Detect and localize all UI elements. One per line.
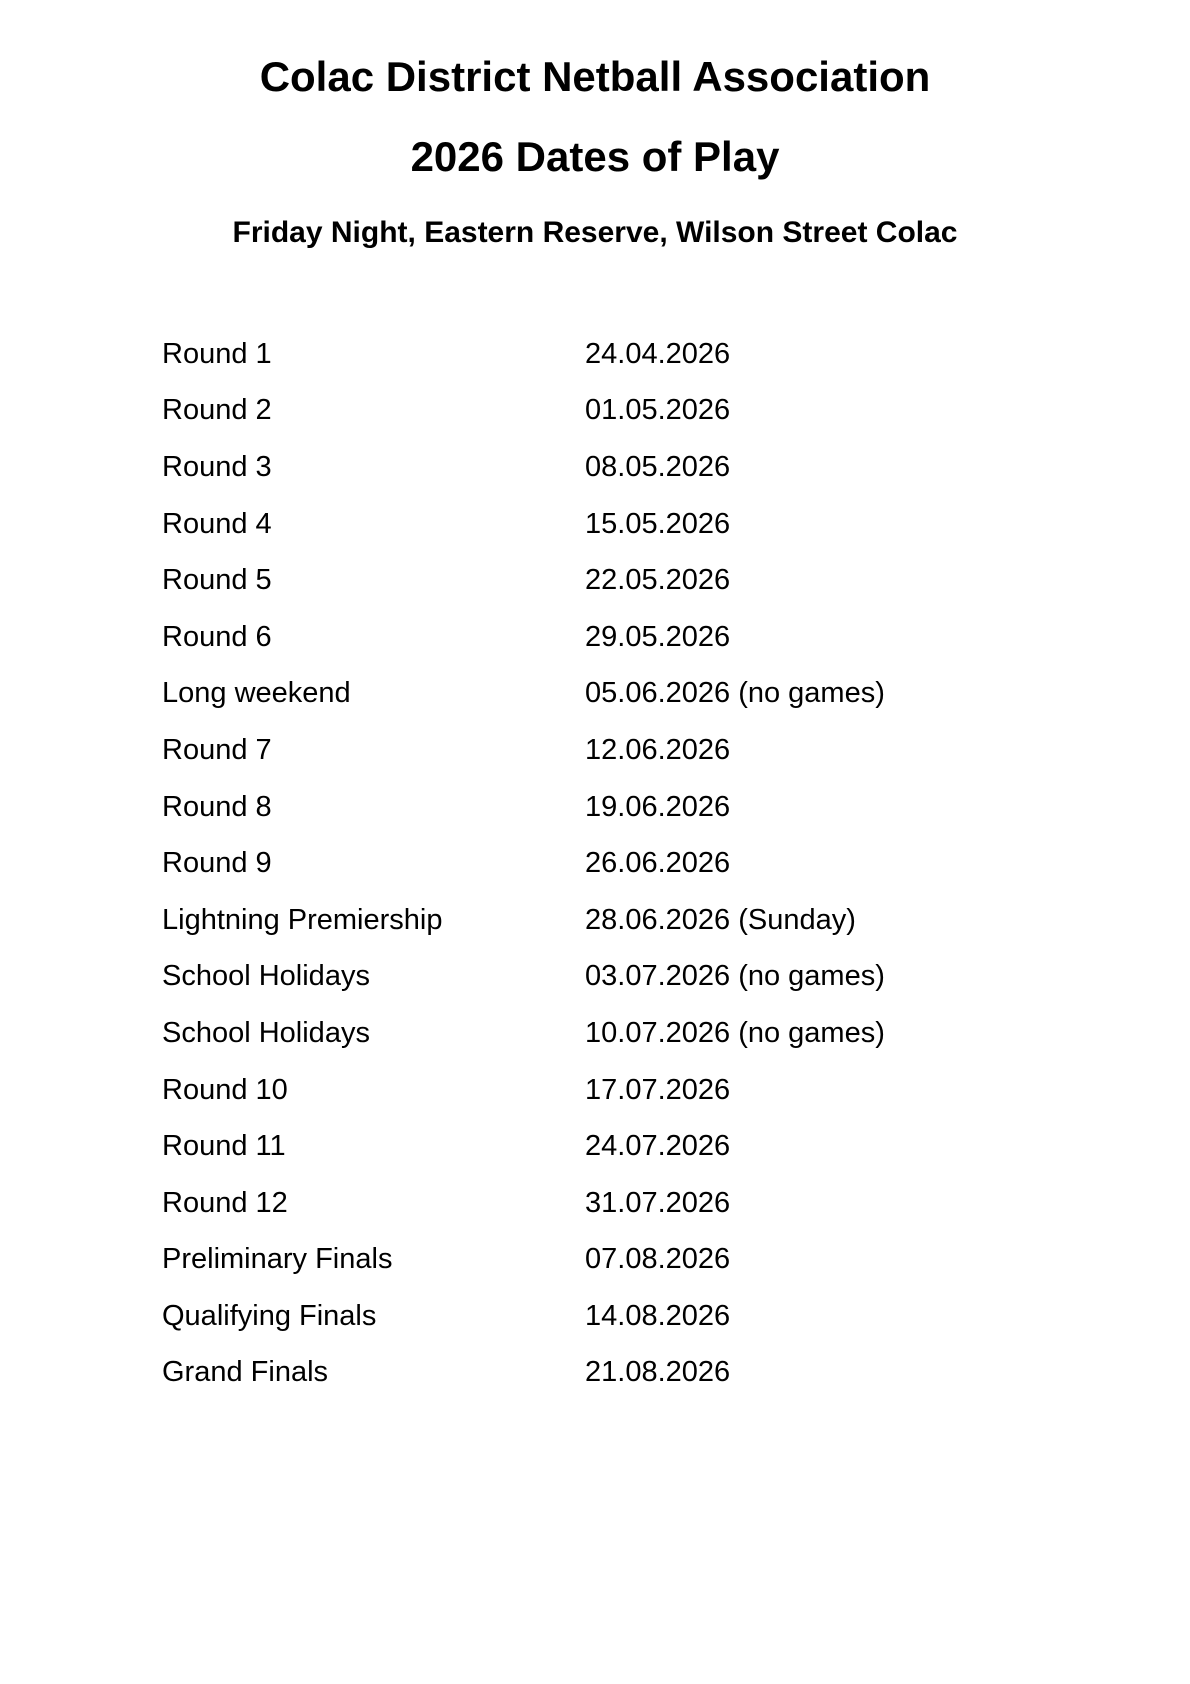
schedule-row — [162, 1005, 1190, 1062]
schedule-row — [162, 835, 1190, 892]
schedule-row — [162, 496, 1190, 553]
event-label: Round 12 — [162, 1186, 288, 1219]
event-date: 21.08.2026 — [585, 1356, 731, 1389]
schedule-list — [0, 326, 1190, 1401]
event-date: 31.07.2026 — [585, 1186, 731, 1219]
event-date: 28.06.2026 (Sunday) — [585, 903, 856, 936]
schedule-row — [162, 666, 1190, 723]
event-date: 01.05.2026 — [585, 394, 731, 427]
event-label: Round 4 — [162, 507, 272, 540]
event-label: Qualifying Finals — [162, 1299, 377, 1332]
event-date: 15.05.2026 — [585, 507, 731, 540]
event-date: 08.05.2026 — [585, 450, 731, 483]
event-label: Round 1 — [162, 337, 272, 370]
schedule-row — [162, 609, 1190, 666]
event-date: 24.04.2026 — [585, 337, 731, 370]
schedule-row — [162, 779, 1190, 836]
event-label: Lightning Premiership — [162, 903, 443, 936]
event-label: Round 5 — [162, 564, 272, 597]
event-label: School Holidays — [162, 960, 370, 993]
event-label: Round 11 — [162, 1130, 286, 1163]
event-label: Round 6 — [162, 620, 272, 653]
document-title-year: 2026 Dates of Play — [410, 133, 780, 180]
event-label: Preliminary Finals — [162, 1243, 393, 1276]
event-date: 05.06.2026 (no games) — [585, 677, 885, 710]
event-date: 26.06.2026 — [585, 847, 731, 880]
event-date: 07.08.2026 — [585, 1243, 731, 1276]
event-label: Round 3 — [162, 450, 272, 483]
schedule-row — [162, 1118, 1190, 1175]
schedule-row — [162, 552, 1190, 609]
event-label: Round 7 — [162, 733, 272, 766]
event-date: 29.05.2026 — [585, 620, 731, 653]
schedule-row — [162, 722, 1190, 779]
schedule-row — [162, 383, 1190, 440]
schedule-row — [162, 326, 1190, 383]
event-date: 22.05.2026 — [585, 564, 731, 597]
event-date: 03.07.2026 (no games) — [585, 960, 885, 993]
event-label: Long weekend — [162, 677, 351, 710]
schedule-row — [162, 1175, 1190, 1232]
event-date: 14.08.2026 — [585, 1299, 731, 1332]
schedule-row — [162, 949, 1190, 1006]
schedule-row — [162, 1288, 1190, 1345]
schedule-row — [162, 1232, 1190, 1289]
event-date: 19.06.2026 — [585, 790, 731, 823]
event-label: Round 8 — [162, 790, 272, 823]
schedule-row — [162, 892, 1190, 949]
event-date: 17.07.2026 — [585, 1073, 731, 1106]
venue-line: Friday Night, Eastern Reserve, Wilson Street Colac — [232, 216, 958, 249]
event-date: 10.07.2026 (no games) — [585, 1016, 885, 1049]
event-label: School Holidays — [162, 1016, 370, 1049]
event-date: 24.07.2026 — [585, 1130, 731, 1163]
schedule-row — [162, 1345, 1190, 1402]
event-label: Round 2 — [162, 394, 272, 427]
document-title: Colac District Netball Association — [259, 53, 931, 100]
schedule-row — [162, 439, 1190, 496]
event-label: Round 10 — [162, 1073, 288, 1106]
event-label: Grand Finals — [162, 1356, 329, 1389]
event-date: 12.06.2026 — [585, 733, 731, 766]
event-label: Round 9 — [162, 847, 272, 880]
schedule-row — [162, 1062, 1190, 1119]
